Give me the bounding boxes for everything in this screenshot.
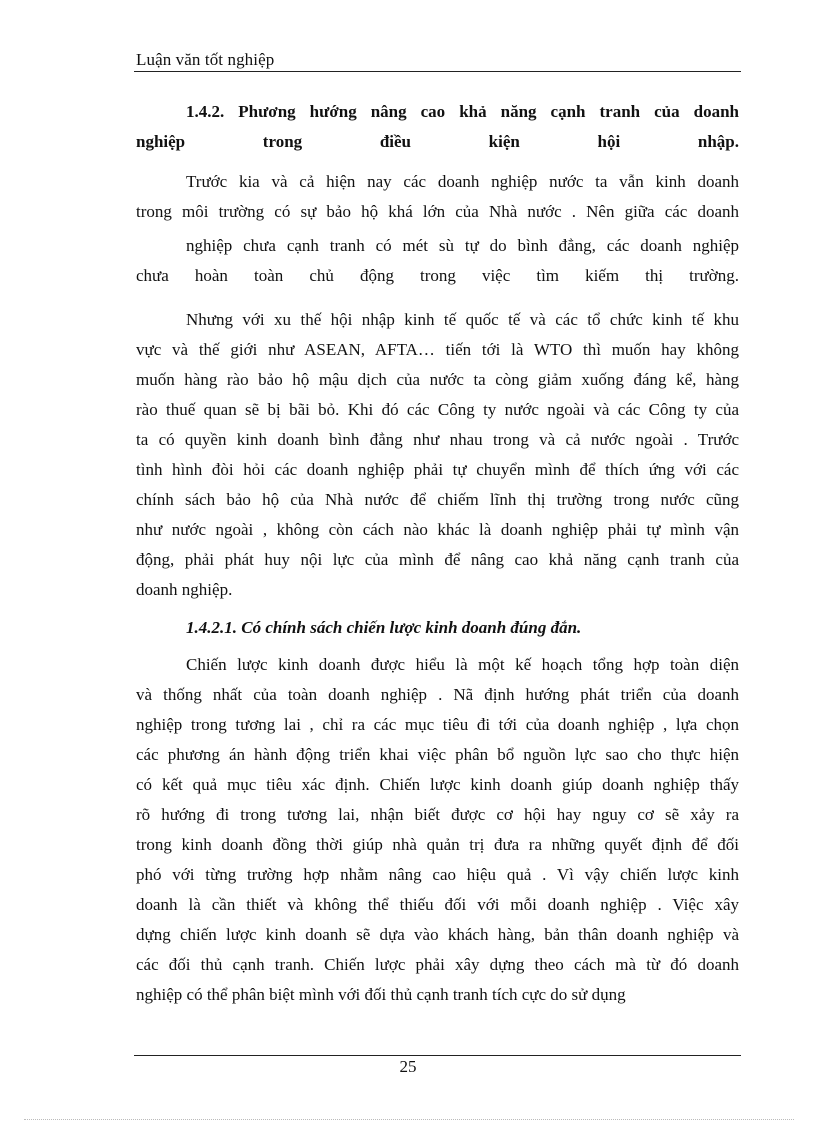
paragraph-line: muốn hàng rào bảo hộ mậu dịch của nước ta còng giảm xuống đáng kể, hàng	[136, 370, 739, 389]
section-heading	[136, 97, 739, 157]
paragraph-line: doanh nghiệp.	[136, 580, 233, 599]
paragraph-line: chưa hoàn toàn chủ động trong việc tìm kiếm thị trường.	[136, 266, 739, 285]
paragraph-3	[136, 650, 739, 1010]
paragraph-line: động, phải phát huy nội lực của mình để nâng cao khả năng cạnh tranh của	[136, 550, 739, 569]
subsection-heading-text: 1.4.2.1. Có chính sách chiến lược kinh doanh đúng đắn.	[186, 618, 582, 637]
paragraph-line: vực và thế giới như ASEAN, AFTA… tiến tới là WTO thì muốn hay không	[136, 340, 739, 359]
paragraph-line: dựng chiến lược kinh doanh sẽ dựa vào khách hàng, bản thân doanh nghiệp và	[136, 925, 739, 944]
paragraph-line: như nước ngoài , không còn cách nào khác là doanh nghiệp phải tự mình vận	[136, 520, 739, 539]
paragraph-line: phó với từng trường hợp nhằm nâng cao hiệu quả . Vì vậy chiến lược kinh	[136, 865, 739, 884]
paragraph-2	[136, 305, 739, 605]
page-number: 25	[399, 1057, 417, 1076]
paragraph-line: ta có quyền kinh doanh bình đẳng như nhau trong và cả nước ngoài . Trước	[136, 430, 739, 449]
paragraph-line: nghiệp trong tương lai , chỉ ra các mục tiêu đi tới của doanh nghiệp , lựa chọn	[136, 715, 739, 734]
paragraph-line: Nhưng với xu thế hội nhập kinh tế quốc tế và các tổ chức kinh tế khu	[186, 310, 739, 329]
paragraph-line: nghiệp có thể phân biệt mình với đối thủ cạnh tranh tích cực do sử dụng	[136, 985, 626, 1004]
header-divider	[134, 71, 741, 72]
paragraph-line: Trước kia và cả hiện nay các doanh nghiệp nước ta vẫn kinh doanh	[186, 172, 739, 191]
paragraph-line: các phương án hành động triển khai việc phân bổ nguồn lực sao cho thực hiện	[136, 745, 739, 764]
paragraph-line: Chiến lược kinh doanh được hiểu là một kế hoạch tổng hợp toàn diện	[186, 655, 739, 674]
paragraph-1	[136, 167, 739, 291]
paragraph-line: doanh là cần thiết và không thể thiếu đối với mỗi doanh nghiệp . Việc xây	[136, 895, 739, 914]
paragraph-line: có kết quả mục tiêu xác định. Chiến lược kinh doanh giúp doanh nghiệp thấy	[136, 775, 739, 794]
page-header-title: Luận văn tốt nghiệp	[136, 50, 275, 69]
paragraph-line: tình hình đòi hỏi các doanh nghiệp phải tự chuyển mình để thích ứng với các	[136, 460, 739, 479]
section-heading-line: 1.4.2. Phương hướng nâng cao khả năng cạnh tranh của doanh	[186, 102, 739, 121]
paragraph-line: và thống nhất của toàn doanh nghiệp . Nã định hướng phát triển của doanh	[136, 685, 739, 704]
subsection-heading	[136, 613, 739, 643]
page-bottom-edge	[24, 1119, 794, 1120]
section-heading-line: nghiệp trong điều kiện hội nhập.	[136, 132, 739, 151]
paragraph-line: các đối thủ cạnh tranh. Chiến lược phải xây dựng theo cách mà từ đó doanh	[136, 955, 739, 974]
paragraph-line: trong kinh doanh đồng thời giúp nhà quản trị đưa ra những quyết định để đối	[136, 835, 739, 854]
paragraph-line: nghiệp chưa cạnh tranh có mét sù tự do bình đẳng, các doanh nghiệp	[186, 236, 739, 255]
paragraph-line: rào thuế quan sẽ bị bãi bỏ. Khi đó các Công ty nước ngoài và các Công ty của	[136, 400, 739, 419]
paragraph-line: chính sách bảo hộ của Nhà nước để chiếm lĩnh thị trường trong nước cũng	[136, 490, 739, 509]
footer-divider	[134, 1055, 741, 1056]
paragraph-line: trong môi trường có sự bảo hộ khá lớn của Nhà nước . Nên giữa các doanh	[136, 202, 739, 221]
paragraph-line: rõ hướng đi trong tương lai, nhận biết được cơ hội hay nguy cơ sẽ xảy ra	[136, 805, 739, 824]
